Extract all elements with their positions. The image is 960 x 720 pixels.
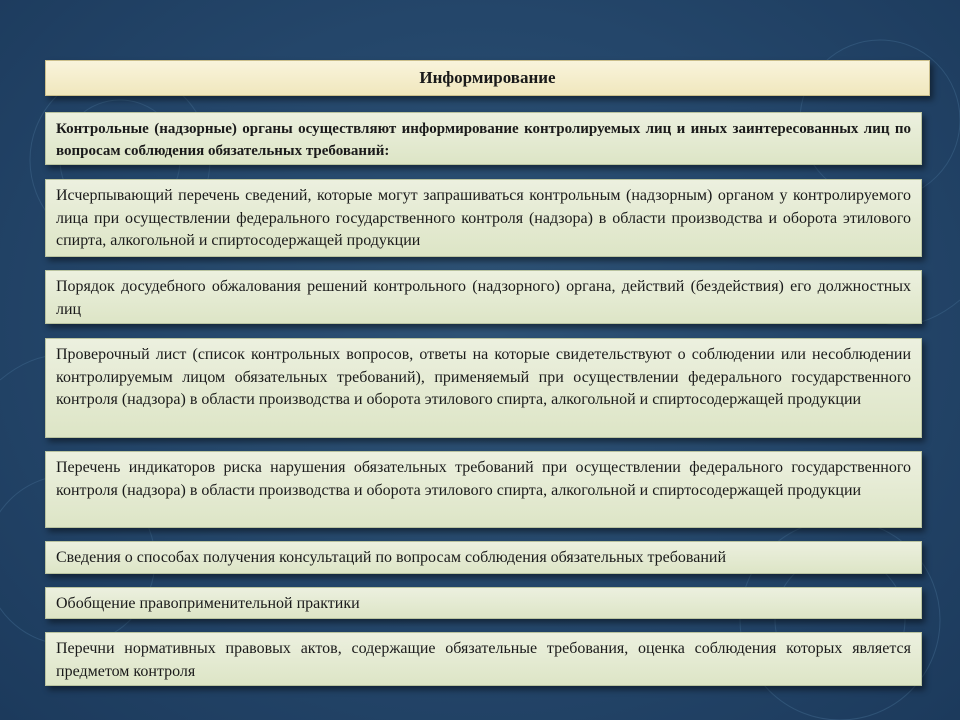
- list-item-text: Сведения о способах получения консультаций по вопросам соблюдения обязательных требований: [56, 549, 727, 566]
- list-item: [45, 179, 922, 257]
- list-item-text: Порядок досудебного обжалования решений контрольного (надзорного) органа, действий (бездействия) его должностных лиц: [56, 278, 911, 318]
- list-item-text: Исчерпывающий перечень сведений, которые могут запрашиваться контрольным (надзорным) органом у контролируемого лица при осуществлении федерального государственного контроля (надзора) в области производства и оборота этилового спирта, алкогольной и спиртосодержащей продукции: [56, 187, 911, 249]
- list-item: [45, 632, 922, 686]
- intro-box: [45, 112, 922, 165]
- list-item: [45, 451, 922, 528]
- list-item-text: Перечни нормативных правовых актов, содержащие обязательные требования, оценка соблюдения которых является предметом контроля: [56, 640, 911, 680]
- slide-title: [45, 60, 930, 96]
- list-item: [45, 270, 922, 324]
- slide-title-text: Информирование: [419, 68, 556, 87]
- list-item: [45, 541, 922, 574]
- intro-text: Контрольные (надзорные) органы осуществляют информирование контролируемых лиц и иных заинтересованных лиц по вопросам соблюдения обязательных требований:: [56, 121, 911, 159]
- list-item: [45, 587, 922, 619]
- list-item: [45, 338, 922, 438]
- list-item-text: Перечень индикаторов риска нарушения обязательных требований при осуществлении федерального государственного контроля (надзора) в области производства и оборота этилового спирта, алкогольной и спиртосодержащей продукции: [56, 459, 911, 499]
- list-item-text: Проверочный лист (список контрольных вопросов, ответы на которые свидетельствуют о соблюдении или несоблюдении контролируемым лицом обязательных требований), применяемый при осуществлении федерального государственного контроля (надзора) в области производства и оборота этилового спирта, алкогольной и спиртосодержащей продукции: [56, 346, 911, 408]
- list-item-text: Обобщение правоприменительной практики: [56, 595, 360, 612]
